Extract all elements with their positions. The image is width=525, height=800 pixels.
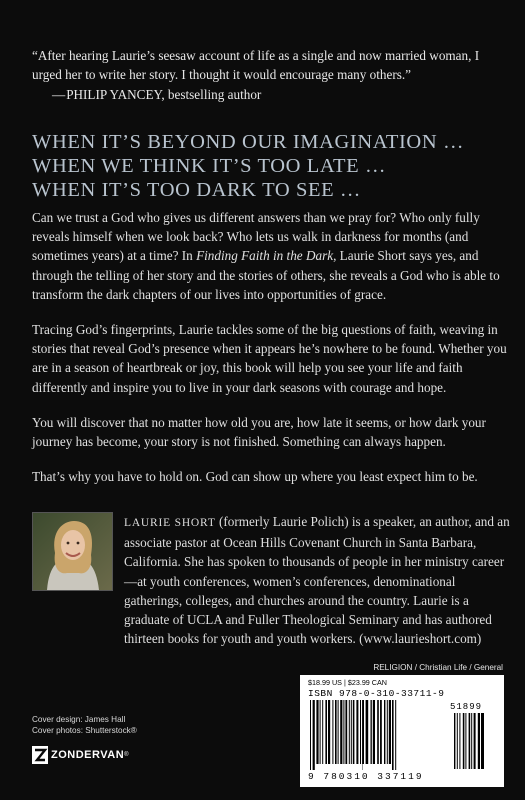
description-paragraph-4: That’s why you have to hold on. God can show up where you least expect him to be. bbox=[32, 469, 478, 485]
quote-attribution: —PHILIP YANCEY, bestselling author bbox=[52, 87, 262, 102]
publisher-logo bbox=[32, 746, 129, 764]
barcode-bar bbox=[325, 700, 327, 764]
barcode-panel bbox=[300, 675, 504, 787]
barcode-bar bbox=[362, 700, 364, 764]
description-paragraph-2: Tracing God’s fingerprints, Laurie tackles some of the big questions of faith, weaving in stories that reveal God’s presence when it appears he’s nowhere to be found. Whether you are in a season of heartbreak or joy, this book will help you see your life and faith differently and inspire you to live in your dark seasons with courage and hope. bbox=[32, 322, 507, 395]
barcode-bar bbox=[392, 700, 394, 770]
tagline bbox=[32, 130, 512, 202]
cover-design-credit: Cover design: James Hall bbox=[32, 715, 126, 724]
barcode-bar bbox=[335, 700, 337, 764]
barcode-bar bbox=[373, 700, 375, 764]
barcode-bar bbox=[338, 700, 339, 764]
barcode-bar bbox=[320, 700, 321, 764]
barcode-bar bbox=[371, 700, 372, 764]
barcode-number: 9 780310 337119 bbox=[308, 771, 424, 782]
barcode-bar bbox=[457, 713, 458, 769]
barcode-bar bbox=[332, 700, 333, 764]
barcode-bar bbox=[377, 700, 379, 764]
barcode-bar bbox=[322, 700, 323, 764]
endorsement-quote bbox=[32, 46, 502, 104]
category-label: RELIGION / Christian Life / General bbox=[373, 663, 503, 672]
publisher-registered-mark: ® bbox=[124, 752, 130, 758]
barcode-bar bbox=[478, 713, 480, 769]
barcode-bar bbox=[366, 700, 368, 764]
price-label: $18.99 US | $23.99 CAN bbox=[308, 678, 387, 687]
tagline-line-3: WHEN IT’S TOO DARK TO SEE … bbox=[32, 179, 362, 201]
isbn-label: ISBN 978-0-310-33711-9 bbox=[308, 688, 445, 699]
barcode-bar bbox=[310, 700, 311, 770]
barcode-bar bbox=[357, 700, 359, 764]
cover-credits bbox=[32, 715, 137, 736]
barcode-bar bbox=[482, 713, 484, 769]
author-portrait-icon bbox=[33, 513, 112, 590]
barcode-bar bbox=[328, 700, 330, 764]
barcode-bar bbox=[380, 700, 382, 764]
description-paragraph-1: Can we trust a God who gives us different answers than we pray for? Who only fully reveals himself when we look back? Who lets us walk in darkness for months (and sometimes years) at a time? In Finding Faith in the Dark, Laurie Short says yes, and through the telling of her story and the stories of others, she reveals a God who is able to transform the dark chapters of our lives into opportunities of grace. bbox=[32, 210, 500, 302]
price-addon-barcode-icon bbox=[452, 713, 498, 775]
barcode-bar bbox=[313, 700, 315, 770]
author-bio-text: (formerly Laurie Polich) is a speaker, an author, and an associate pastor at Ocean Hills Covenant Church in Santa Barbara, California. She has spoken to thousands of people in her ministry career—at youth conferences, women’s conferences, denominational gatherings, colleges, and churches around the country. Laurie is a graduate of UCLA and Fuller Theological Seminary and has authored thirteen books for youth and youth workers. (www.laurieshort.com) bbox=[124, 514, 510, 647]
cover-photos-credit: Cover photos: Shutterstock® bbox=[32, 725, 137, 735]
tagline-line-2: WHEN WE THINK IT’S TOO LATE … bbox=[32, 155, 387, 177]
barcode-bar bbox=[454, 713, 455, 769]
author-name: LAURIE SHORT bbox=[124, 517, 216, 529]
barcode-bar bbox=[387, 700, 388, 764]
barcode-bar bbox=[474, 713, 476, 769]
publisher-name: ZONDERVAN bbox=[51, 749, 125, 761]
description bbox=[32, 208, 512, 502]
author-photo bbox=[32, 512, 113, 591]
description-paragraph-3: You will discover that no matter how old you are, how late it seems, or how dark your journey has become, your story is not finished. Something can always happen. bbox=[32, 414, 486, 450]
barcode-bar bbox=[316, 700, 318, 764]
barcode-bar bbox=[353, 700, 355, 764]
barcode-bar bbox=[384, 700, 385, 764]
barcode-bar bbox=[469, 713, 471, 769]
barcode-bar bbox=[340, 700, 342, 764]
ean13-barcode-icon bbox=[308, 700, 448, 770]
barcode-bar bbox=[471, 713, 472, 769]
barcode-bar bbox=[463, 713, 465, 769]
tagline-line-1: WHEN IT’S BEYOND OUR IMAGINATION … bbox=[32, 131, 465, 153]
quote-author-role: , bestselling author bbox=[161, 87, 262, 102]
addon-digits: 51899 bbox=[450, 702, 483, 712]
quote-author-name: PHILIP YANCEY bbox=[66, 87, 162, 102]
barcode-bar bbox=[465, 713, 466, 769]
book-title: Finding Faith in the Dark bbox=[196, 248, 334, 264]
zondervan-z-logo-icon bbox=[32, 746, 48, 764]
barcode-bar bbox=[395, 700, 396, 770]
barcode-bar bbox=[349, 700, 350, 764]
barcode-bar bbox=[459, 713, 460, 769]
barcode-bar bbox=[343, 700, 344, 764]
barcode-bar bbox=[351, 700, 352, 764]
author-bio bbox=[124, 512, 516, 648]
quote-text: “After hearing Laurie’s seesaw account of life as a single and now married woman, I urged her to write her story. I thought it would encourage many others.” bbox=[32, 48, 480, 82]
barcode-bar bbox=[346, 700, 348, 764]
barcode-bar bbox=[389, 700, 391, 764]
barcode-bar bbox=[360, 700, 361, 764]
